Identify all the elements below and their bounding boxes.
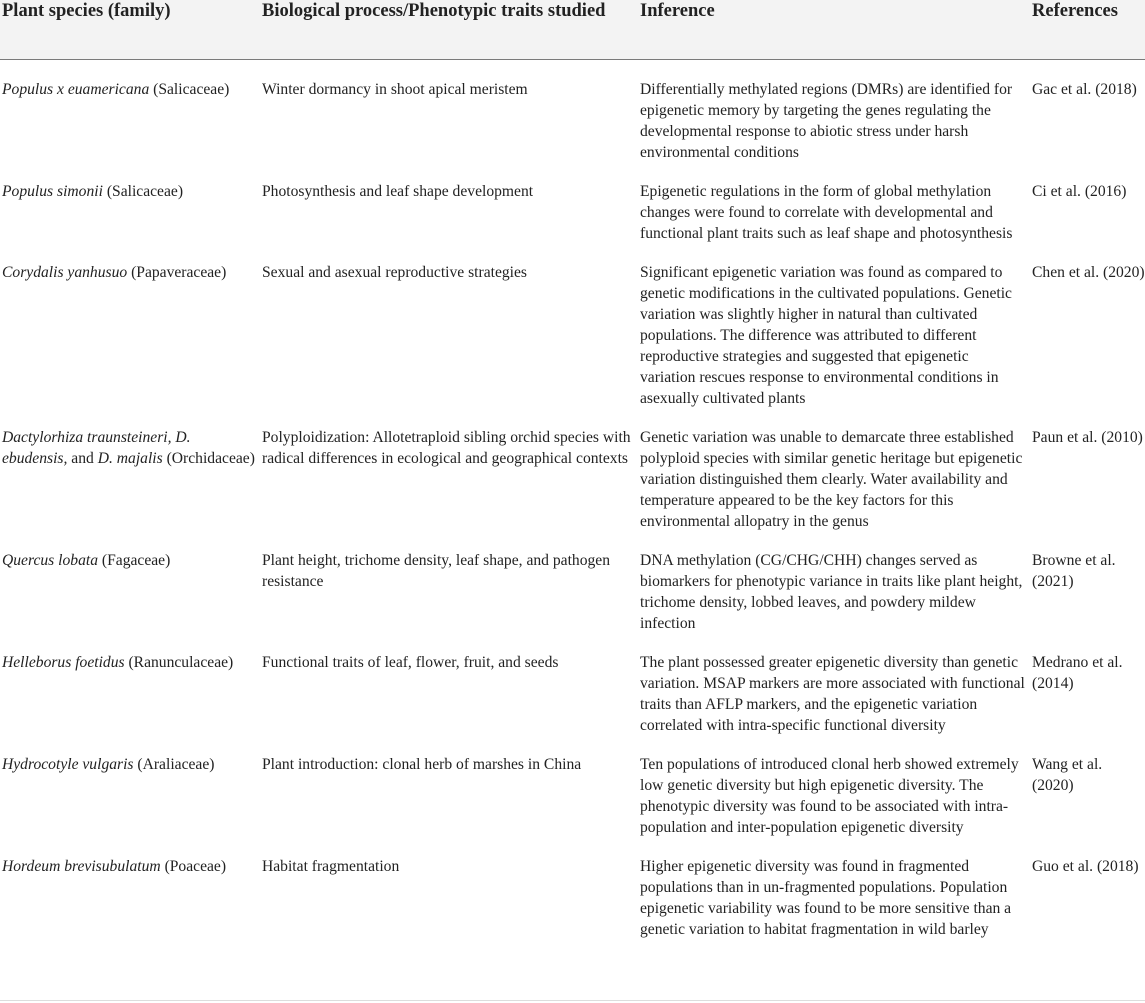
reference-cell: Browne et al. (2021) <box>1032 552 1116 590</box>
reference-cell: Ci et al. (2016) <box>1032 183 1127 200</box>
table-row <box>0 244 1145 409</box>
species-cell <box>0 736 262 838</box>
inference-cell: Ten populations of introduced clonal herb showed extremely low genetic diversity but high epigenetic diversity. The phenotypic diversity was found to be associated with intra-population and inter-population epigenetic diversity <box>640 756 1019 836</box>
table-bottom-rule <box>0 1000 1145 1001</box>
species-family: (Papaveraceae) <box>127 264 227 281</box>
header-species: Plant species (family) <box>0 0 262 60</box>
species-name: Hydrocotyle vulgaris <box>2 756 134 773</box>
species-family: (Araliaceae) <box>133 756 215 773</box>
header-row <box>0 0 1145 60</box>
reference-cell: Guo et al. (2018) <box>1032 858 1139 875</box>
species-name: Populus x euamericana <box>2 81 150 98</box>
species-name: Helleborus foetidus <box>2 654 125 671</box>
process-cell: Plant height, trichome density, leaf shape, and pathogen resistance <box>262 552 611 590</box>
species-cell <box>0 244 262 409</box>
species-family: (Salicaceae) <box>149 81 230 98</box>
species-family: (Ranunculaceae) <box>124 654 234 671</box>
species-family: (Orchidaceae) <box>162 450 255 467</box>
reference-cell: Chen et al. (2020) <box>1032 264 1145 281</box>
species-family: (Fagaceae) <box>98 552 171 569</box>
reference-cell: Medrano et al. (2014) <box>1032 654 1123 692</box>
species-name: Populus simonii <box>2 183 103 200</box>
process-cell: Sexual and asexual reproductive strategies <box>262 264 527 281</box>
table-row <box>0 634 1145 736</box>
species-cell <box>0 634 262 736</box>
process-cell: Habitat fragmentation <box>262 858 400 875</box>
species-cell <box>0 409 262 532</box>
table-header <box>0 0 1145 60</box>
species-name: Dactylorhiza traunsteineri, D. ebudensis, <box>2 429 191 467</box>
inference-cell: Higher epigenetic diversity was found in fragmented populations than in un-fragmented populations. Population epigenetic variability was found to be more sensitive than a genetic variation to habitat fragmentation in wild barley <box>640 858 1012 938</box>
species-conjunction: and <box>67 450 98 467</box>
species-cell <box>0 838 262 940</box>
table-row <box>0 838 1145 940</box>
process-cell: Winter dormancy in shoot apical meristem <box>262 81 528 98</box>
species-cell <box>0 532 262 634</box>
process-cell: Functional traits of leaf, flower, fruit, and seeds <box>262 654 559 671</box>
species-name: Quercus lobata <box>2 552 99 569</box>
reference-cell: Paun et al. (2010) <box>1032 429 1143 446</box>
inference-cell: Epigenetic regulations in the form of global methylation changes were found to correlate with developmental and functional plant traits such as leaf shape and photosynthesis <box>640 183 1013 242</box>
table-row <box>0 736 1145 838</box>
header-inference: Inference <box>640 0 1032 60</box>
species-family: (Salicaceae) <box>102 183 184 200</box>
species-family: (Poaceae) <box>160 858 227 875</box>
table-row <box>0 532 1145 634</box>
table-row <box>0 163 1145 244</box>
inference-cell: DNA methylation (CG/CHG/CHH) changes served as biomarkers for phenotypic variance in traits like plant height, trichome density, lobbed leaves, and powdery mildew infection <box>640 552 1023 632</box>
inference-cell: Significant epigenetic variation was found as compared to genetic modifications in the cultivated populations. Genetic variation was slightly higher in natural than cultivated populations. The difference was attributed to different reproductive strategies and suggested that epigenetic variation rescues response to environmental conditions in asexually cultivated plants <box>640 264 1012 407</box>
reference-cell: Gac et al. (2018) <box>1032 81 1137 98</box>
species-cell <box>0 60 262 164</box>
inference-cell: Differentially methylated regions (DMRs) are identified for epigenetic memory by targeting the genes regulating the developmental response to abiotic stress under harsh environmental conditions <box>640 81 1013 161</box>
table-row <box>0 409 1145 532</box>
header-process: Biological process/Phenotypic traits studied <box>262 0 640 60</box>
species-name: Hordeum brevisubulatum <box>2 858 161 875</box>
process-cell: Plant introduction: clonal herb of marshes in China <box>262 756 582 773</box>
species-cell <box>0 163 262 244</box>
inference-cell: The plant possessed greater epigenetic diversity than genetic variation. MSAP markers are more associated with functional traits than AFLP markers, and the epigenetic variation correlated with intra-specific functional diversity <box>640 654 1025 734</box>
table-body <box>0 60 1145 941</box>
reference-cell: Wang et al. (2020) <box>1032 756 1103 794</box>
species-name: Corydalis yanhusuo <box>2 264 128 281</box>
header-references: References <box>1032 0 1145 60</box>
process-cell: Polyploidization: Allotetraploid sibling orchid species with radical differences in ecological and geographical contexts <box>262 429 631 467</box>
inference-cell: Genetic variation was unable to demarcate three established polyploid species with similar genetic heritage but epigenetic variation distinguished them clearly. Water availability and temperature appeared to be the key factors for this environmental allopatry in the genus <box>640 429 1023 530</box>
species-name-2: D. majalis <box>97 450 163 467</box>
process-cell: Photosynthesis and leaf shape development <box>262 183 534 200</box>
table-row <box>0 60 1145 164</box>
